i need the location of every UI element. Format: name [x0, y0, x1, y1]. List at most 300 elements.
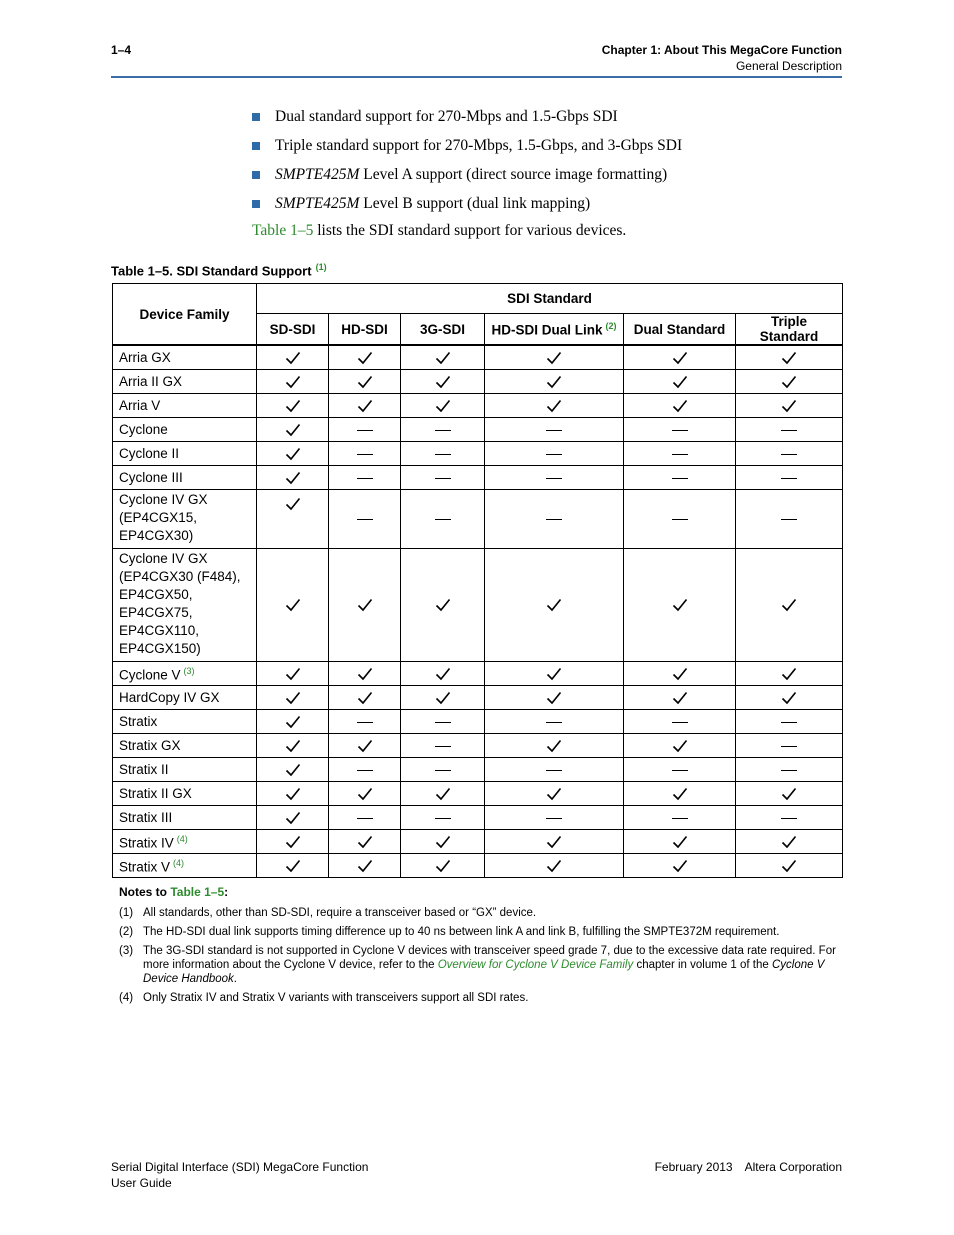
table-row — [113, 758, 843, 782]
dash-icon — [357, 519, 373, 520]
support-cell — [485, 466, 624, 490]
bullet-square-icon — [252, 200, 260, 208]
dash-icon — [672, 478, 688, 479]
note-link[interactable]: (2) — [605, 320, 617, 331]
bullet-text: Level A support (direct source image formatting) — [359, 166, 668, 183]
check-icon — [781, 834, 797, 850]
table-row — [113, 418, 843, 442]
support-cell — [624, 442, 736, 466]
note-number: (1) — [119, 907, 134, 919]
device-name-line: Cyclone — [119, 421, 168, 437]
support-cell — [401, 662, 485, 686]
table-link[interactable]: Table 1–5 — [252, 222, 314, 239]
check-icon — [357, 834, 373, 850]
dash-icon — [357, 722, 373, 723]
support-cell — [485, 662, 624, 686]
device-name-line: Cyclone IV GX — [119, 492, 208, 507]
footer-doc-subtitle: User Guide — [111, 1176, 172, 1190]
support-cell — [736, 854, 843, 878]
support-cell — [624, 854, 736, 878]
check-icon — [672, 398, 688, 414]
column-header-label: HD-SDI Dual Link — [491, 322, 603, 338]
support-cell — [329, 806, 401, 830]
support-cell — [624, 734, 736, 758]
support-cell — [329, 758, 401, 782]
note-number: (4) — [119, 992, 134, 1004]
support-cell — [257, 370, 329, 394]
support-cell — [329, 370, 401, 394]
support-cell — [401, 854, 485, 878]
check-icon — [672, 666, 688, 682]
device-name-line: Stratix II — [119, 761, 169, 777]
check-icon — [672, 738, 688, 754]
device-name-line: Arria II GX — [119, 373, 183, 389]
device-name-line: Stratix II GX — [119, 785, 192, 801]
support-cell — [329, 549, 401, 662]
support-cell — [736, 734, 843, 758]
check-icon — [781, 690, 797, 706]
check-icon — [672, 374, 688, 390]
dash-icon — [672, 770, 688, 771]
support-cell — [485, 830, 624, 854]
support-cell — [624, 394, 736, 418]
support-cell — [401, 830, 485, 854]
support-cell — [329, 782, 401, 806]
check-icon — [285, 666, 301, 682]
device-name-line: Cyclone II — [119, 445, 180, 461]
column-header: HD-SDI — [329, 314, 401, 346]
check-icon — [781, 597, 797, 613]
check-icon — [546, 374, 562, 390]
dash-icon — [435, 430, 451, 431]
note-text: Only Stratix IV and Stratix V variants with transceivers support all SDI rates. — [143, 992, 529, 1004]
sdi-support-table — [112, 283, 843, 878]
check-icon — [285, 690, 301, 706]
check-icon — [672, 597, 688, 613]
support-cell — [257, 549, 329, 662]
intro-text: lists the SDI standard support for various devices. — [313, 222, 627, 239]
check-icon — [285, 350, 301, 366]
support-cell — [257, 806, 329, 830]
dash-icon — [435, 478, 451, 479]
dash-icon — [781, 746, 797, 747]
table-row — [113, 490, 843, 549]
dash-icon — [435, 722, 451, 723]
support-cell — [624, 549, 736, 662]
note-link[interactable]: (4) — [176, 834, 188, 845]
support-cell — [736, 370, 843, 394]
check-icon — [285, 446, 301, 462]
check-icon — [546, 398, 562, 414]
dash-icon — [781, 722, 797, 723]
support-cell — [401, 806, 485, 830]
support-cell — [485, 370, 624, 394]
check-icon — [435, 786, 451, 802]
support-cell — [257, 686, 329, 710]
support-cell — [624, 418, 736, 442]
dash-icon — [781, 478, 797, 479]
dash-icon — [357, 478, 373, 479]
note-number: (2) — [119, 926, 134, 938]
support-cell — [257, 758, 329, 782]
support-cell — [485, 686, 624, 710]
note-link[interactable]: (3) — [183, 666, 195, 677]
device-cell — [113, 442, 257, 466]
table-row — [113, 734, 843, 758]
check-icon — [435, 398, 451, 414]
support-cell — [736, 549, 843, 662]
check-icon — [672, 858, 688, 874]
table-row — [113, 686, 843, 710]
table-row — [113, 662, 843, 686]
support-cell — [736, 782, 843, 806]
support-cell — [401, 442, 485, 466]
notes-title-colon: : — [224, 885, 229, 899]
column-header — [485, 314, 624, 346]
support-cell — [736, 466, 843, 490]
device-cell — [113, 549, 257, 662]
footer-right — [655, 1160, 842, 1174]
caption-note-link[interactable]: (1) — [315, 262, 327, 272]
chapter-title: Chapter 1: About This MegaCore Function — [601, 43, 842, 57]
support-cell — [485, 442, 624, 466]
check-icon — [546, 738, 562, 754]
support-cell — [257, 734, 329, 758]
check-icon — [357, 398, 373, 414]
support-cell — [736, 830, 843, 854]
bullet-text: Triple standard support for 270-Mbps, 1.5-Gbps, and 3-Gbps SDI — [275, 137, 683, 154]
support-cell — [257, 466, 329, 490]
support-cell — [485, 734, 624, 758]
check-icon — [672, 690, 688, 706]
device-name-line: HardCopy IV GX — [119, 689, 220, 705]
support-cell — [736, 345, 843, 370]
device-name-line: Arria V — [119, 397, 161, 413]
support-cell — [257, 662, 329, 686]
dash-icon — [672, 430, 688, 431]
check-icon — [435, 858, 451, 874]
check-icon — [357, 666, 373, 682]
support-cell — [624, 370, 736, 394]
support-cell — [736, 394, 843, 418]
intro-paragraph — [252, 222, 626, 240]
handbook-title: Cyclone V Device Handbook — [143, 959, 825, 985]
dash-icon — [357, 454, 373, 455]
support-cell — [401, 490, 485, 549]
note-text — [143, 944, 843, 986]
device-name-line: EP4CGX50, — [119, 587, 193, 602]
dash-icon — [435, 770, 451, 771]
dash-icon — [435, 519, 451, 520]
bullet-square-icon — [252, 142, 260, 150]
dash-icon — [435, 818, 451, 819]
dash-icon — [672, 454, 688, 455]
note-number: (3) — [119, 945, 134, 957]
support-cell — [624, 662, 736, 686]
check-icon — [285, 834, 301, 850]
dash-icon — [781, 818, 797, 819]
check-icon — [781, 350, 797, 366]
device-name-line: Stratix V — [119, 859, 171, 875]
support-cell — [736, 806, 843, 830]
device-name-line: Stratix GX — [119, 737, 181, 753]
note-text-part: The 3G-SDI standard is not supported in Cyclone V devices with transceiver speed grade 7, due to the excessive data rate required. For more information about the Cyclone V device, refer to the — [143, 945, 836, 971]
support-cell — [485, 549, 624, 662]
table-body — [113, 345, 843, 878]
support-cell — [485, 394, 624, 418]
check-icon — [435, 374, 451, 390]
check-icon — [357, 597, 373, 613]
column-header: SD-SDI — [257, 314, 329, 346]
device-cell — [113, 686, 257, 710]
device-name-line: Cyclone IV GX — [119, 551, 208, 566]
footer-date: February 2013 — [654, 1160, 733, 1174]
check-icon — [672, 350, 688, 366]
table-caption-text: Table 1–5. SDI Standard Support — [111, 263, 312, 279]
check-icon — [672, 786, 688, 802]
device-name-line: (EP4CGX30 (F484), — [119, 569, 241, 584]
check-icon — [357, 350, 373, 366]
support-cell — [485, 854, 624, 878]
dash-icon — [546, 770, 562, 771]
check-icon — [357, 738, 373, 754]
support-cell — [401, 734, 485, 758]
check-icon — [546, 786, 562, 802]
support-cell — [736, 662, 843, 686]
check-icon — [285, 597, 301, 613]
support-cell — [624, 782, 736, 806]
support-cell — [624, 758, 736, 782]
device-cell — [113, 418, 257, 442]
support-cell — [257, 854, 329, 878]
support-cell — [624, 830, 736, 854]
note-text-part: chapter in volume 1 of the — [633, 959, 772, 971]
device-cell — [113, 370, 257, 394]
check-icon — [435, 834, 451, 850]
table-row — [113, 466, 843, 490]
support-cell — [329, 710, 401, 734]
dash-icon — [672, 519, 688, 520]
bullet-italic: SMPTE425M — [275, 195, 360, 212]
dash-icon — [357, 770, 373, 771]
dash-icon — [546, 478, 562, 479]
support-cell — [401, 370, 485, 394]
device-name-line: Cyclone V — [119, 667, 181, 683]
dash-icon — [672, 818, 688, 819]
support-cell — [485, 758, 624, 782]
support-cell — [485, 806, 624, 830]
support-cell — [624, 490, 736, 549]
device-cell — [113, 734, 257, 758]
check-icon — [781, 858, 797, 874]
check-icon — [546, 834, 562, 850]
support-cell — [736, 710, 843, 734]
table-row — [113, 854, 843, 878]
device-name-line: (EP4CGX15, — [119, 510, 198, 525]
check-icon — [546, 350, 562, 366]
sdi-standard-header: SDI Standard — [257, 284, 843, 314]
device-cell — [113, 662, 257, 686]
check-icon — [285, 374, 301, 390]
support-cell — [257, 345, 329, 370]
device-cell — [113, 854, 257, 878]
bullet-text: Level B support (dual link mapping) — [359, 195, 591, 212]
table-row — [113, 394, 843, 418]
device-name-line: Arria GX — [119, 349, 171, 365]
support-cell — [329, 394, 401, 418]
check-icon — [285, 496, 301, 512]
dash-icon — [546, 430, 562, 431]
support-cell — [736, 686, 843, 710]
dash-icon — [546, 519, 562, 520]
support-cell — [624, 686, 736, 710]
check-icon — [285, 762, 301, 778]
check-icon — [781, 666, 797, 682]
device-cell — [113, 806, 257, 830]
support-cell — [329, 442, 401, 466]
support-cell — [257, 782, 329, 806]
check-icon — [546, 597, 562, 613]
check-icon — [285, 738, 301, 754]
dash-icon — [781, 519, 797, 520]
support-cell — [401, 758, 485, 782]
support-cell — [329, 830, 401, 854]
device-name-line: Stratix III — [119, 809, 173, 825]
check-icon — [357, 786, 373, 802]
cyclone-v-overview-link[interactable]: Overview for Cyclone V Device Family — [437, 959, 634, 971]
bullet-square-icon — [252, 171, 260, 179]
check-icon — [546, 690, 562, 706]
support-cell — [736, 758, 843, 782]
check-icon — [285, 714, 301, 730]
support-cell — [329, 466, 401, 490]
check-icon — [781, 374, 797, 390]
support-cell — [329, 418, 401, 442]
bullet-square-icon — [252, 113, 260, 121]
table-row — [113, 710, 843, 734]
dash-icon — [357, 818, 373, 819]
check-icon — [781, 786, 797, 802]
note-text: All standards, other than SD-SDI, require a transceiver based or “GX” device. — [143, 907, 537, 919]
dash-icon — [546, 454, 562, 455]
footer-company: Altera Corporation — [744, 1160, 842, 1174]
device-family-header: Device Family — [113, 284, 257, 346]
dash-icon — [546, 818, 562, 819]
support-cell — [401, 394, 485, 418]
device-cell — [113, 466, 257, 490]
support-cell — [401, 345, 485, 370]
support-cell — [257, 394, 329, 418]
device-name-line: EP4CGX150) — [119, 641, 201, 656]
support-cell — [624, 345, 736, 370]
support-cell — [257, 710, 329, 734]
dash-icon — [435, 746, 451, 747]
support-cell — [401, 710, 485, 734]
device-name-line: EP4CGX110, — [119, 623, 200, 638]
bullet-italic: SMPTE425M — [275, 166, 360, 183]
check-icon — [435, 597, 451, 613]
notes-table-link[interactable]: Table 1–5 — [170, 885, 225, 899]
table-row — [113, 370, 843, 394]
dash-icon — [435, 454, 451, 455]
device-cell — [113, 490, 257, 549]
support-cell — [401, 782, 485, 806]
page-number: 1–4 — [111, 43, 132, 57]
table-row — [113, 830, 843, 854]
support-cell — [401, 549, 485, 662]
device-name-line: Stratix — [119, 713, 158, 729]
dash-icon — [781, 430, 797, 431]
note-text: The HD-SDI dual link supports timing difference up to 40 ns between link A and link B, fulfilling the SMPTE372M requirement. — [143, 926, 780, 938]
support-cell — [401, 466, 485, 490]
table-row — [113, 806, 843, 830]
support-cell — [485, 490, 624, 549]
support-cell — [485, 782, 624, 806]
dash-icon — [357, 430, 373, 431]
footer-doc-title: Serial Digital Interface (SDI) MegaCore Function — [111, 1160, 369, 1174]
support-cell — [329, 662, 401, 686]
dash-icon — [781, 770, 797, 771]
support-cell — [624, 710, 736, 734]
support-cell — [485, 345, 624, 370]
table-caption — [111, 262, 327, 278]
support-cell — [329, 345, 401, 370]
check-icon — [357, 858, 373, 874]
check-icon — [435, 350, 451, 366]
note-text-part: . — [233, 973, 237, 985]
notes-title — [119, 885, 228, 899]
check-icon — [435, 690, 451, 706]
check-icon — [672, 834, 688, 850]
check-icon — [285, 470, 301, 486]
check-icon — [546, 666, 562, 682]
note-link[interactable]: (4) — [173, 858, 185, 869]
support-cell — [257, 418, 329, 442]
support-cell — [485, 418, 624, 442]
device-name-line: Cyclone III — [119, 469, 183, 485]
device-cell — [113, 710, 257, 734]
support-cell — [736, 442, 843, 466]
support-cell — [329, 490, 401, 549]
support-cell — [329, 686, 401, 710]
support-cell — [329, 854, 401, 878]
device-cell — [113, 345, 257, 370]
support-cell — [624, 806, 736, 830]
section-title: General Description — [735, 59, 842, 73]
check-icon — [285, 786, 301, 802]
check-icon — [285, 422, 301, 438]
check-icon — [357, 374, 373, 390]
check-icon — [546, 858, 562, 874]
check-icon — [285, 810, 301, 826]
support-cell — [401, 418, 485, 442]
dash-icon — [546, 722, 562, 723]
table-row — [113, 549, 843, 662]
column-header: Triple Standard — [736, 314, 843, 346]
device-name-line: Stratix IV — [119, 835, 174, 851]
support-cell — [736, 490, 843, 549]
device-name-line: EP4CGX30) — [119, 528, 194, 543]
device-cell — [113, 394, 257, 418]
support-cell — [257, 490, 329, 549]
bullet-text: Dual standard support for 270-Mbps and 1.5-Gbps SDI — [275, 108, 618, 125]
table-row — [113, 345, 843, 370]
support-cell — [257, 442, 329, 466]
column-header: 3G-SDI — [401, 314, 485, 346]
support-cell — [736, 418, 843, 442]
support-cell — [624, 466, 736, 490]
notes-title-text: Notes to — [119, 885, 171, 899]
